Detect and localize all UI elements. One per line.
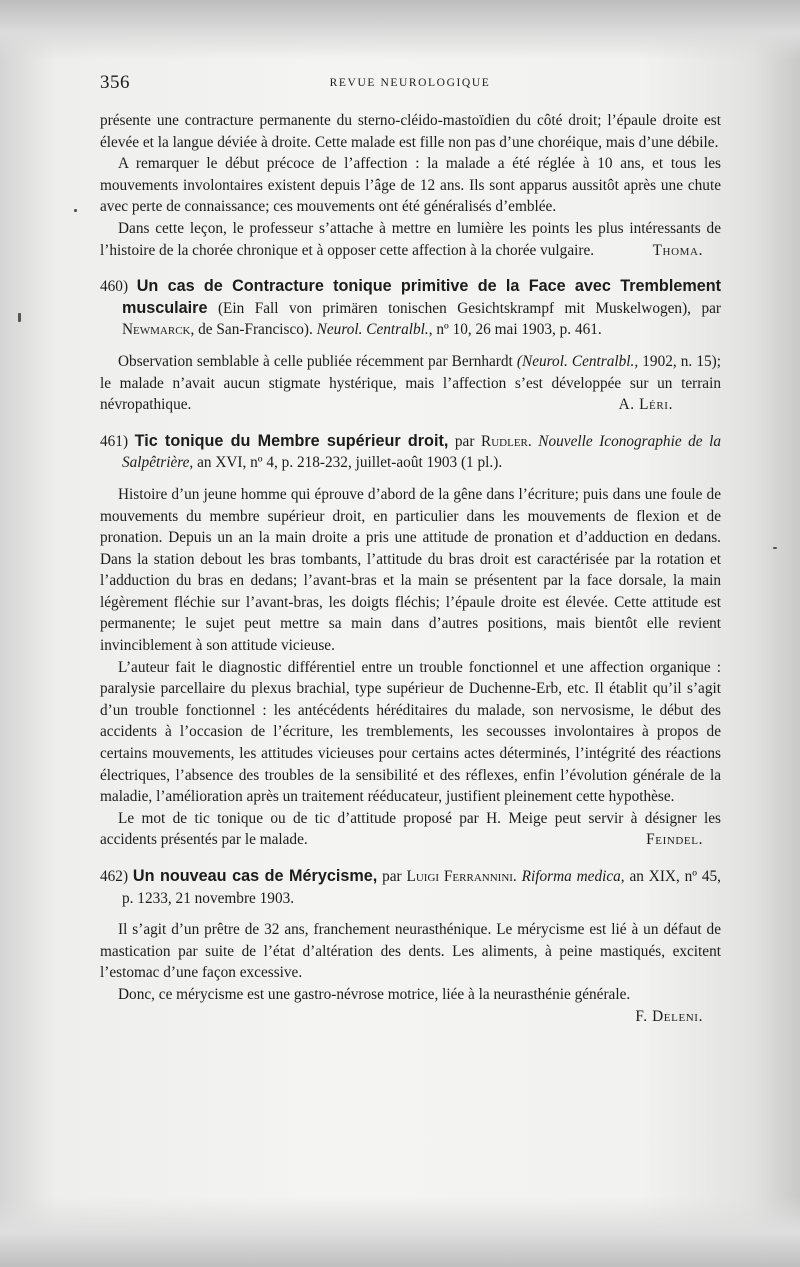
abstract-number: 462) [100,868,129,885]
cited-journal: (Neurol. Centralbl., [516,352,639,370]
abstract-461 [100,431,721,851]
margin-speck [18,313,21,322]
abstract-number: 461) [100,432,129,450]
intro-section [100,110,721,261]
abstract-paragraph [100,984,721,1025]
abstract-paragraph: Histoire d’un jeune homme qui éprouve d’abord de la gêne dans l’écriture; puis dans une foule de mouvements du membre supérieur droit, en particulier dans les mouvements de flexion et de pronation. Depuis un an la main droite a pris une attitude de pronation et d’adduction en dedans. Dans la station debout les bras tombants, l’attitude du bras droit est caractérisée par la rotation et l’adduction du bras en dedans; l’avant-bras et la main se présentent par la face dorsale, la main légèrement fléchie sur l’avant-bras, les doigts fléchis; l’épaule droite est élevée. Cette attitude est permanente; le sujet peut mettre sa main dans d’autres positions, mais bientôt elle revient invinciblement à son attitude vicieuse. [100,485,721,655]
source-reference: , nº 10, 26 mai 1903, p. 461. [428,321,602,339]
abstract-par: par [382,868,402,885]
margin-speck [773,547,777,549]
source-reference: an XIX, nº 45, p. 1233, 21 novembre 1903. [122,868,722,907]
source-reference: an XVI, nº 4, p. 218-232, juillet-août 1903 (1 pl.). [197,454,503,472]
abstract-heading [100,431,721,474]
original-title: (Ein Fall von primären tonischen Gesichtskrampf mit Muskelwogen), par [217,299,721,317]
intro-paragraph: présente une contracture permanente du sterno-cléido-mastoïdien du côté droit; l’épaule droite est élevée et la langue déviée à droite. Cette malade est fille non pas d’une choréique, mais d’une débile. [100,112,721,151]
paragraph-text: Donc, ce mérycisme est une gastro-névrose motrice, liée à la neurasthénie générale. [118,985,631,1003]
author-signature: A. Léri. [618,396,673,414]
abstract-author: Luigi Ferrannini. [406,868,517,885]
abstract-460 [100,276,721,416]
abstract-paragraph [100,808,721,851]
abstract-title: Un nouveau cas de Mérycisme, [132,867,378,885]
abstract-paragraph [100,351,721,416]
paragraph-text: Le mot de tic tonique ou de tic d’attitude proposé par H. Meige peut servir à désigner les accidents présentés par le malade. [100,809,721,849]
abstract-number: 460) [100,278,129,296]
abstract-par: par [454,432,475,450]
abstract-title: Un cas de Contracture tonique primitive de la Face avec Tremblement musculaire [122,277,721,317]
page-number: 356 [100,72,130,93]
paragraph-text: Dans cette leçon, le professeur s’attache à mettre en lumière les points les plus intéressants de l’histoire de la chorée chronique et à opposer cette affection à la chorée vulgaire. [100,219,721,259]
source-journal: Neurol. Centralbl. [316,321,429,339]
source-journal: Riforma medica, [521,868,625,885]
abstract-title: Tic tonique du Membre supérieur droit, [134,431,449,450]
abstract-paragraph: Il s’agit d’un prêtre de 32 ans, franchement neurasthénique. Le mérycisme est lié à un défaut de mastication par suite de l’état d’altération des dents. Les aliments, à peine mastiqués, excitent l’estomac d’une façon excessive. [100,921,721,982]
abstract-author: Rudler. [481,432,532,450]
author-place: , de San-Francisco). [190,321,313,339]
paragraph-text: 1902, n. 15); le malade n’avait aucun stigmate hystérique, mais l’affection s’est développée sur un terrain névropathique. [100,352,721,414]
abstract-paragraph: L’auteur fait le diagnostic différentiel entre un trouble fonctionnel et une affection organique : paralysie parcellaire du plexus brachial, type supérieur de Duchenne-Erb, etc. Il établit qu’il s’agit d’un trouble fonctionnel : les antécédents héréditaires du malade, son nervosisme, le début des accidents à l’occasion de l’écriture, les tremblements, les secousses involontaires à propos de certains mouvements, les attitudes vicieuses pour certains actes déterminés, l’intégrité des réactions électriques, l’absence des troubles de la sensibilité et des réflexes, enfin l’évolution générale de la maladie, l’amélioration après un traitement rééducateur, justifient pleinement cette hypothèse. [100,658,721,806]
author-signature: F. Deleni. [635,1007,703,1025]
author-signature: Thoma. [652,241,703,259]
abstract-heading [100,276,721,341]
intro-paragraph: A remarquer le début précoce de l’affection : la malade a été réglée à 10 ans, et tous les mouvements involontaires existent depuis l’âge de 12 ans. Ils sont apparus aussitôt après une chute avec perte de connaissance; ces mouvements ont été généralisés d’emblée. [100,155,721,216]
running-header [100,72,720,100]
abstract-heading [100,866,721,909]
margin-speck [74,209,77,212]
source-journal: Nouvelle Iconographie de la Salpêtrière, [122,432,722,472]
intro-paragraph [100,218,721,261]
paragraph-text: Observation semblable à celle publiée récemment par Bernhardt [118,352,513,370]
author-signature: Feindel. [646,831,703,849]
page-body [100,110,721,1027]
journal-title: REVUE NEUROLOGIQUE [329,77,491,89]
abstract-462 [100,866,722,1025]
abstract-author: Newmarck [122,321,191,339]
